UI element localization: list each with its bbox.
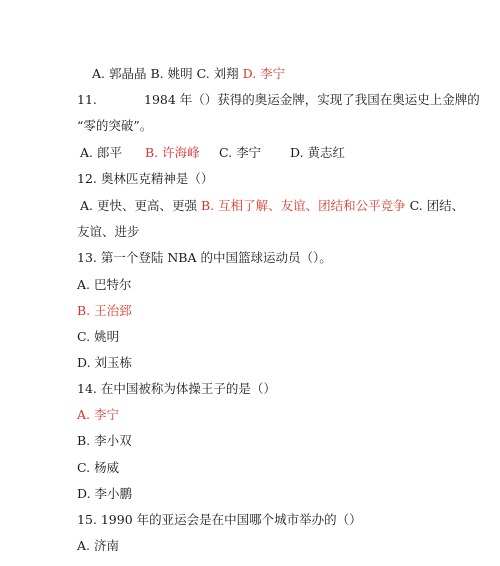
q11-question-cont: “零的突破”。 bbox=[77, 118, 153, 133]
q14-option-a-answer: A. 李宁 bbox=[77, 407, 119, 422]
q15-question: 15. 1990 年的亚运会是在中国哪个城市举办的（） bbox=[77, 512, 362, 527]
q11-question: 1984 年（）获得的奥运金牌，实现了我国在奥运史上金牌的 bbox=[144, 92, 480, 107]
q12-question: 12. 奥林匹克精神是（） bbox=[77, 171, 214, 186]
q10-option-d-answer: D. 李宁 bbox=[242, 66, 286, 81]
q13-option-a: A. 巴特尔 bbox=[77, 277, 132, 292]
q12-option-a: A. 更快、更高、更强 bbox=[80, 198, 197, 213]
q10-option-a: A. 郭晶晶 bbox=[92, 66, 147, 81]
q13-option-c: C. 姚明 bbox=[77, 329, 120, 344]
q14-question: 14. 在中国被称为体操王子的是（） bbox=[77, 381, 276, 396]
q13-option-b-answer: B. 王治郅 bbox=[77, 303, 132, 318]
q14-option-c: C. 杨威 bbox=[77, 460, 120, 475]
q14-option-b: B. 李小双 bbox=[77, 433, 132, 448]
q12-options bbox=[80, 198, 464, 214]
q11-option-d: D. 黄志红 bbox=[290, 145, 346, 160]
q10-option-b: B. 姚明 bbox=[150, 66, 193, 81]
q11-option-a: A. 郎平 bbox=[80, 145, 122, 160]
q13-option-d: D. 刘玉栋 bbox=[77, 355, 133, 370]
q14-option-d: D. 李小鹏 bbox=[77, 486, 133, 501]
q12-option-b-answer: B. 互相了解、友谊、团结和公平竞争 bbox=[200, 198, 406, 213]
q11-option-b-answer: B. 许海峰 bbox=[145, 145, 200, 160]
q15-option-a: A. 济南 bbox=[77, 538, 119, 553]
q13-question: 13. 第一个登陆 NBA 的中国篮球运动员（）。 bbox=[77, 250, 332, 265]
q10-option-c: C. 刘翔 bbox=[196, 66, 239, 81]
q11-option-c: C. 李宁 bbox=[219, 145, 262, 160]
q12-option-c: C. 团结、 bbox=[409, 198, 465, 213]
q11-number: 11. bbox=[77, 92, 97, 107]
q12-option-c-cont: 友谊、进步 bbox=[77, 224, 140, 239]
q10-options bbox=[92, 66, 285, 82]
